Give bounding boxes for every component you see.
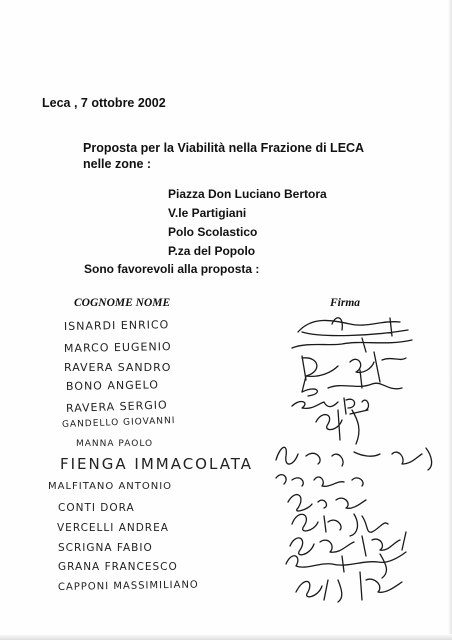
signature-7 [276,447,432,470]
subject-title: Proposta per la Viabilità nella Frazione di LECA [83,141,365,155]
signature-1 [298,318,408,336]
signatory-name: RAVERA SANDRO [64,361,172,374]
signature-11 [290,532,406,556]
signatory-name: CONTI DORA [58,502,135,514]
signatory-name: GANDELLO GIOVANNI [61,416,176,430]
signature-6 [316,410,368,444]
signature-10 [292,514,388,536]
signatory-name: BONO ANGELO [65,378,160,393]
signature-5 [292,398,369,414]
scan-bottom-edge [0,634,452,640]
signature-9 [288,495,366,511]
signature-13 [296,572,402,602]
signature-8 [276,475,363,487]
signature-4 [302,370,402,396]
signatory-name: ISNARDI ENRICO [63,318,170,333]
favorable-heading: Sono favorevoli alla proposta : [84,262,260,276]
signatory-name: SCRIGNA FABIO [58,542,153,554]
zone-item: Piazza Don Luciano Bertora [168,187,327,201]
scan-edge [448,0,452,640]
signature-2 [292,338,412,352]
place-date: Leca , 7 ottobre 2002 [42,96,166,110]
signatory-name: MARCO EUGENIO [63,340,172,355]
signatory-name: GRANA FRANCESCO [58,561,178,573]
signature-column-header: Firma [330,297,361,309]
zone-item: Polo Scolastico [168,225,258,239]
signature-12 [286,552,406,578]
signatory-name: MALFITANO ANTONIO [48,481,173,492]
signatory-name: MANNA PAOLO [76,439,154,449]
signatory-name: VERCELLI ANDREA [57,522,169,534]
subject-zones-intro: nelle zone : [83,157,152,171]
signatory-name: CAPPONI MASSIMILIANO [57,579,199,593]
signatory-name: FIENGA IMMACOLATA [60,455,254,473]
zone-item: V.le Partigiani [168,206,247,220]
zone-item: P.za del Popolo [168,244,256,258]
signatures-column [262,310,442,610]
signatory-name: RAVERA SERGIO [65,398,168,415]
names-column-header: COGNOME NOME [74,297,171,309]
signature-3 [302,352,406,382]
